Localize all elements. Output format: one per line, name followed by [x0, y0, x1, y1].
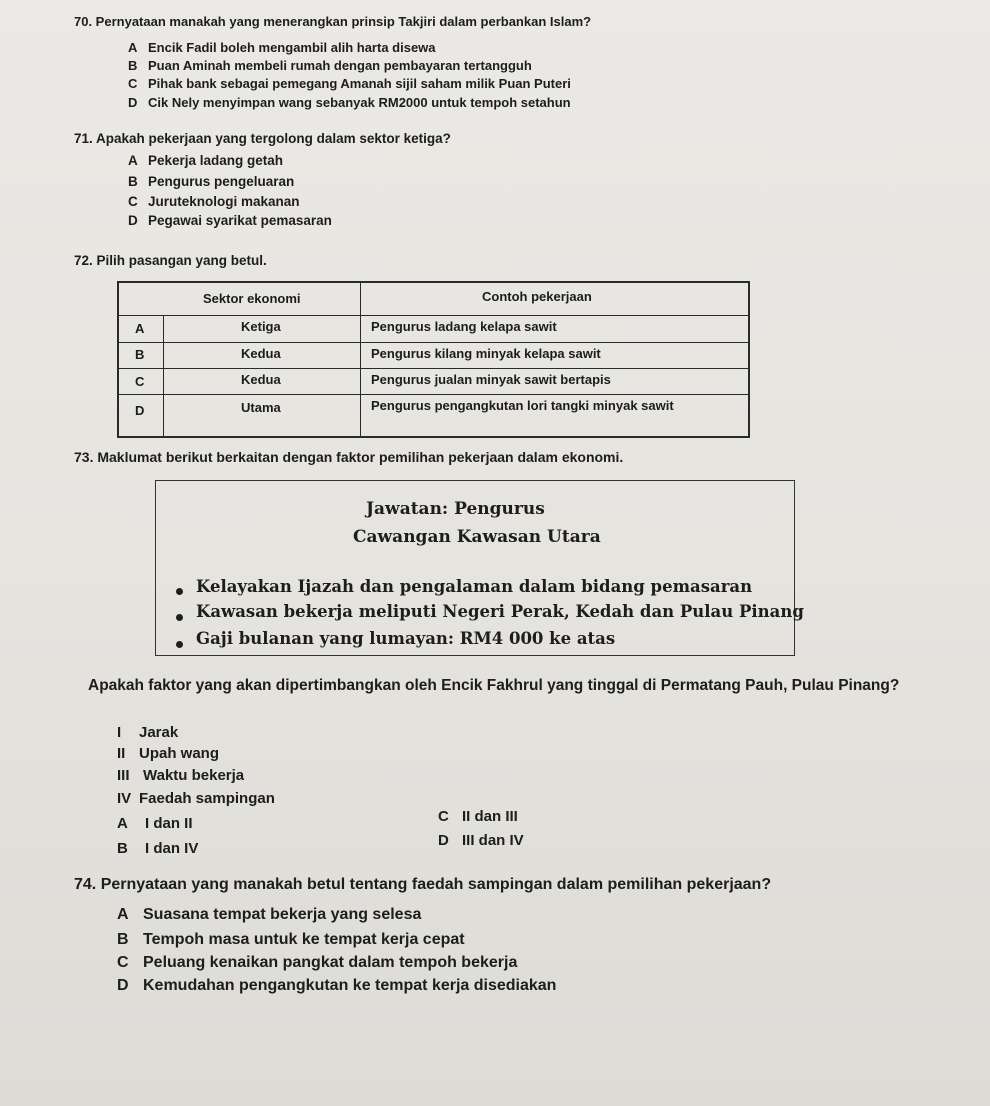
table-row-c-contoh: Pengurus jualan minyak sawit bertapis — [371, 372, 611, 387]
bullet-icon — [176, 641, 183, 648]
q73-statement-1: I Jarak — [117, 724, 179, 741]
q71-option-a: A Pekerja ladang getah — [128, 153, 284, 168]
q73-statement-3: III Waktu bekerja — [117, 767, 245, 784]
q72-table — [117, 281, 750, 438]
q73-stem: Apakah faktor yang akan dipertimbangkan oleh Encik Fakhrul yang tinggal di Permatang Pauh, Pulau Pinang? — [88, 677, 900, 694]
q73-statement-2: II Upah wang — [117, 745, 220, 762]
q73-question: 73. Maklumat berikut berkaitan dengan faktor pemilihan pekerjaan dalam ekonomi. — [74, 449, 624, 465]
q70-option-b: B Puan Aminah membeli rumah dengan pembayaran tertangguh — [128, 58, 532, 73]
q71-option-b: B Pengurus pengeluaran — [128, 174, 295, 189]
bullet-icon — [176, 588, 183, 595]
q71-question: 71. Apakah pekerjaan yang tergolong dalam sektor ketiga? — [74, 131, 451, 146]
q74-option-a: A Suasana tempat bekerja yang selesa — [117, 906, 422, 923]
bullet-icon — [176, 614, 183, 621]
table-row-d-letter: D — [135, 403, 145, 418]
table-row-a-letter: A — [135, 321, 145, 336]
table-row-c-sektor: Kedua — [241, 372, 281, 387]
box-bullet-2: Kawasan bekerja meliputi Negeri Perak, Kedah dan Pulau Pinang — [196, 602, 804, 621]
q70-question: 70. Pernyataan manakah yang menerangkan prinsip Takjiri dalam perbankan Islam? — [74, 14, 592, 29]
q74-option-b: B Tempoh masa untuk ke tempat kerja cepat — [117, 931, 465, 948]
q74-option-c: C Peluang kenaikan pangkat dalam tempoh bekerja — [117, 954, 518, 971]
table-row-b-sektor: Kedua — [241, 346, 281, 361]
q70-option-a: A Encik Fadil boleh mengambil alih harta disewa — [128, 40, 436, 55]
table-row-a-sektor: Ketiga — [241, 319, 281, 334]
q73-option-b: B I dan IV — [117, 840, 199, 857]
table-row-b-contoh: Pengurus kilang minyak kelapa sawit — [371, 346, 601, 361]
box-bullet-1: Kelayakan Ijazah dan pengalaman dalam bidang pemasaran — [196, 577, 753, 596]
q71-option-c: C Juruteknologi makanan — [128, 194, 300, 209]
q73-option-d: D III dan IV — [438, 832, 524, 849]
q70-option-c: C Pihak bank sebagai pemegang Amanah sijil saham milik Puan Puteri — [128, 76, 571, 91]
q73-statement-4: IV Faedah sampingan — [117, 790, 275, 807]
box-bullet-3: Gaji bulanan yang lumayan: RM4 000 ke atas — [196, 629, 616, 648]
q74-option-d: D Kemudahan pengangkutan ke tempat kerja disediakan — [117, 977, 557, 994]
q73-option-c: C II dan III — [438, 808, 518, 825]
table-row-d-contoh: Pengurus pengangkutan lori tangki minyak sawit — [371, 398, 674, 413]
table-header-contoh: Contoh pekerjaan — [482, 289, 592, 304]
table-row-d-sektor: Utama — [241, 400, 281, 415]
q70-option-d: D Cik Nely menyimpan wang sebanyak RM2000 untuk tempoh setahun — [128, 95, 571, 110]
q71-option-d: D Pegawai syarikat pemasaran — [128, 213, 332, 228]
table-row-a-contoh: Pengurus ladang kelapa sawit — [371, 319, 557, 334]
box-title-line2: Cawangan Kawasan Utara — [353, 527, 601, 547]
table-header-sektor: Sektor ekonomi — [203, 291, 301, 306]
q73-info-box — [155, 480, 804, 656]
q72-question: 72. Pilih pasangan yang betul. — [74, 253, 267, 268]
q74-question: 74. Pernyataan yang manakah betul tentang faedah sampingan dalam pemilihan pekerjaan? — [74, 876, 772, 893]
box-title-line1: Jawatan: Pengurus — [366, 499, 545, 519]
q73-option-a: A I dan II — [117, 815, 193, 832]
table-row-c-letter: C — [135, 374, 145, 389]
table-row-b-letter: B — [135, 347, 145, 362]
